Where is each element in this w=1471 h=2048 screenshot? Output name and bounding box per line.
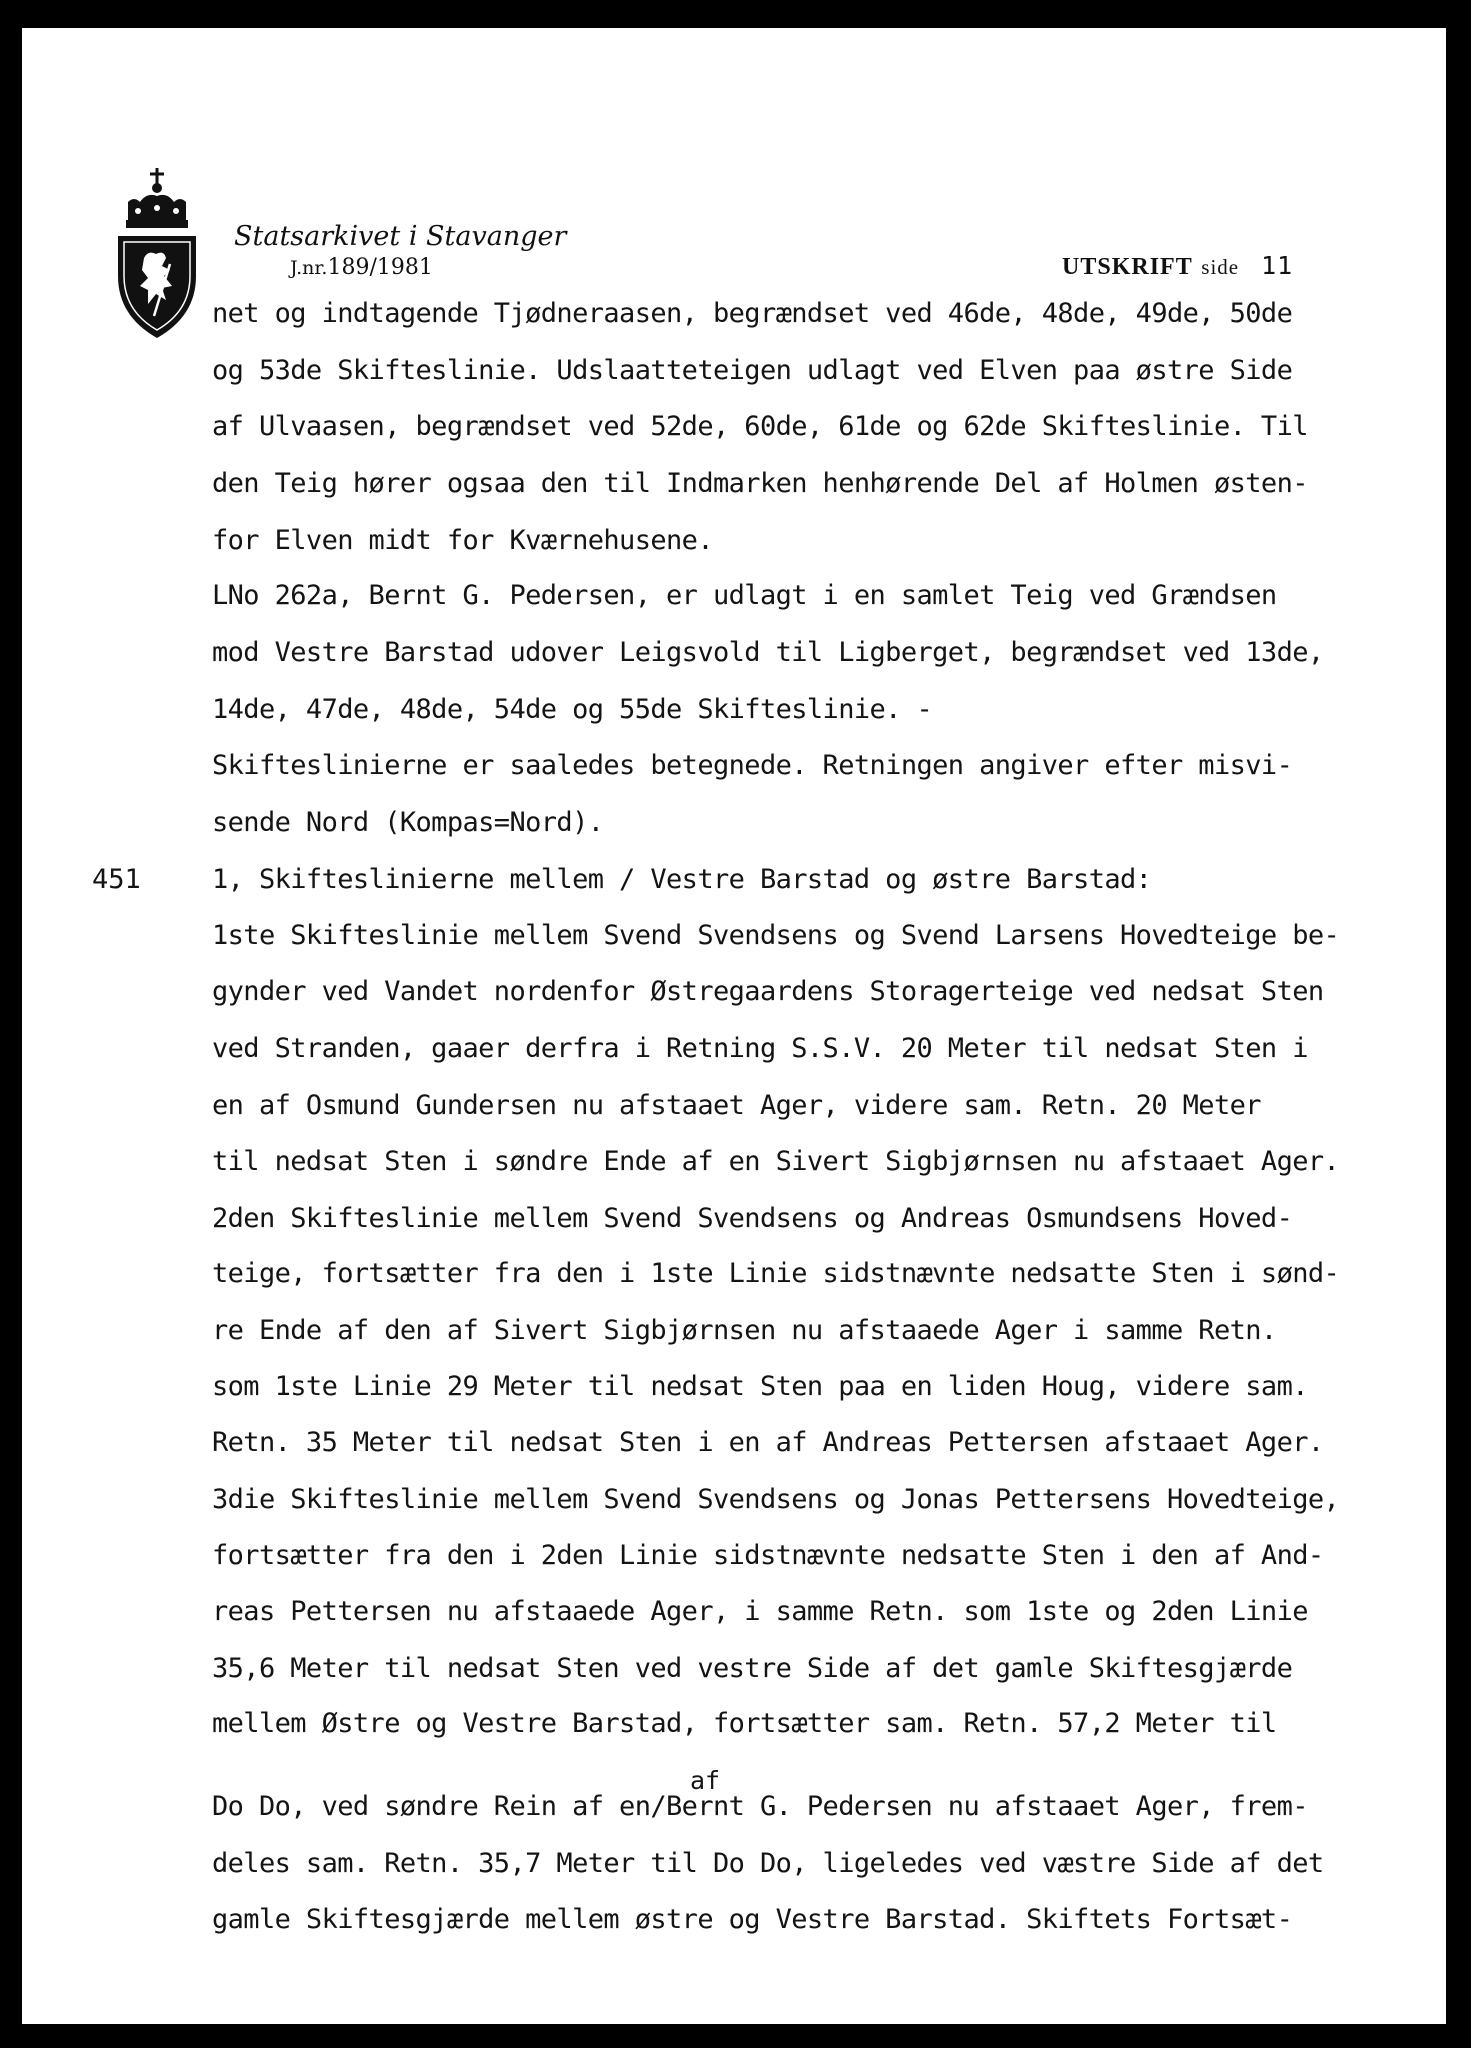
journal-label: J.nr.: [290, 257, 328, 279]
text-line: re Ende af den af Sivert Sigbjørnsen nu afstaaede Ager i samme Retn.: [212, 1315, 1277, 1346]
norwegian-coat-of-arms-icon: [114, 166, 200, 342]
text-line: gamle Skiftesgjærde mellem østre og Vestre Barstad. Skiftets Fortsæt-: [212, 1904, 1293, 1935]
side-label: side: [1201, 255, 1240, 279]
text-line: net og indtagende Tjødneraasen, begrændset ved 46de, 48de, 49de, 50de: [212, 298, 1293, 329]
text-line: mellem Østre og Vestre Barstad, fortsætter sam. Retn. 57,2 Meter til: [212, 1708, 1277, 1739]
text-line: 14de, 47de, 48de, 54de og 55de Skifteslinie. -: [212, 694, 933, 725]
text-line: fortsætter fra den i 2den Linie sidstnævnte nedsatte Sten i den af And-: [212, 1540, 1324, 1571]
text-line: Do Do, ved søndre Rein af en/Bernt G. Pedersen nu afstaaet Ager, frem-: [212, 1791, 1308, 1822]
text-line: 1, Skifteslinierne mellem / Vestre Barstad og østre Barstad:: [212, 864, 1152, 895]
text-line: Retn. 35 Meter til nedsat Sten i en af Andreas Pettersen afstaaet Ager.: [212, 1427, 1324, 1458]
page-header-utskrift: [1062, 251, 1293, 281]
text-line: den Teig hører ogsaa den til Indmarken henhørende Del af Holmen østen-: [212, 468, 1308, 499]
journal-number: [290, 255, 433, 280]
text-line: og 53de Skifteslinie. Udslaatteteigen udlagt ved Elven paa østre Side: [212, 355, 1293, 386]
text-line: ved Stranden, gaaer derfra i Retning S.S.V. 20 Meter til nedsat Sten i: [212, 1033, 1308, 1064]
text-line: teige, fortsætter fra den i 1ste Linie sidstnævnte nedsatte Sten i sønd-: [212, 1258, 1340, 1289]
text-line: 2den Skifteslinie mellem Svend Svendsens og Andreas Osmundsens Hoved-: [212, 1203, 1293, 1234]
utskrift-label: UTSKRIFT: [1062, 254, 1193, 280]
text-line: reas Pettersen nu afstaaede Ager, i samme Retn. som 1ste og 2den Linie: [212, 1596, 1308, 1627]
text-line: deles sam. Retn. 35,7 Meter til Do Do, ligeledes ved væstre Side af det: [212, 1848, 1324, 1879]
text-line: til nedsat Sten i søndre Ende af en Sivert Sigbjørnsen nu afstaaet Ager.: [212, 1146, 1340, 1177]
margin-note: 451: [92, 864, 141, 895]
text-line: sende Nord (Kompas=Nord).: [212, 807, 604, 838]
text-line: som 1ste Linie 29 Meter til nedsat Sten paa en liden Houg, videre sam.: [212, 1371, 1308, 1402]
document-page: [22, 28, 1446, 2024]
archive-name: Statsarkivet i Stavanger: [234, 221, 567, 252]
text-line: 35,6 Meter til nedsat Sten ved vestre Side af det gamle Skiftesgjærde: [212, 1653, 1293, 1684]
journal-number-value: 189/1981: [327, 255, 433, 280]
text-line: af Ulvaasen, begrændset ved 52de, 60de, 61de og 62de Skifteslinie. Til: [212, 411, 1308, 442]
insertion-note: af: [690, 1766, 721, 1795]
text-line: en af Osmund Gundersen nu afstaaet Ager, videre sam. Retn. 20 Meter: [212, 1090, 1261, 1121]
text-line: LNo 262a, Bernt G. Pedersen, er udlagt i en samlet Teig ved Grændsen: [212, 580, 1277, 611]
text-line: mod Vestre Barstad udover Leigsvold til Ligberget, begrændset ved 13de,: [212, 637, 1324, 668]
text-line: 3die Skifteslinie mellem Svend Svendsens og Jonas Pettersens Hovedteige,: [212, 1484, 1340, 1515]
text-line: for Elven midt for Kværnehusene.: [212, 525, 713, 556]
text-line: Skifteslinierne er saaledes betegnede. Retningen angiver efter misvi-: [212, 750, 1293, 781]
page-number: 11: [1261, 251, 1294, 280]
text-line: 1ste Skifteslinie mellem Svend Svendsens og Svend Larsens Hovedteige be-: [212, 920, 1340, 951]
text-line: gynder ved Vandet nordenfor Østregaardens Storagerteige ved nedsat Sten: [212, 976, 1324, 1007]
